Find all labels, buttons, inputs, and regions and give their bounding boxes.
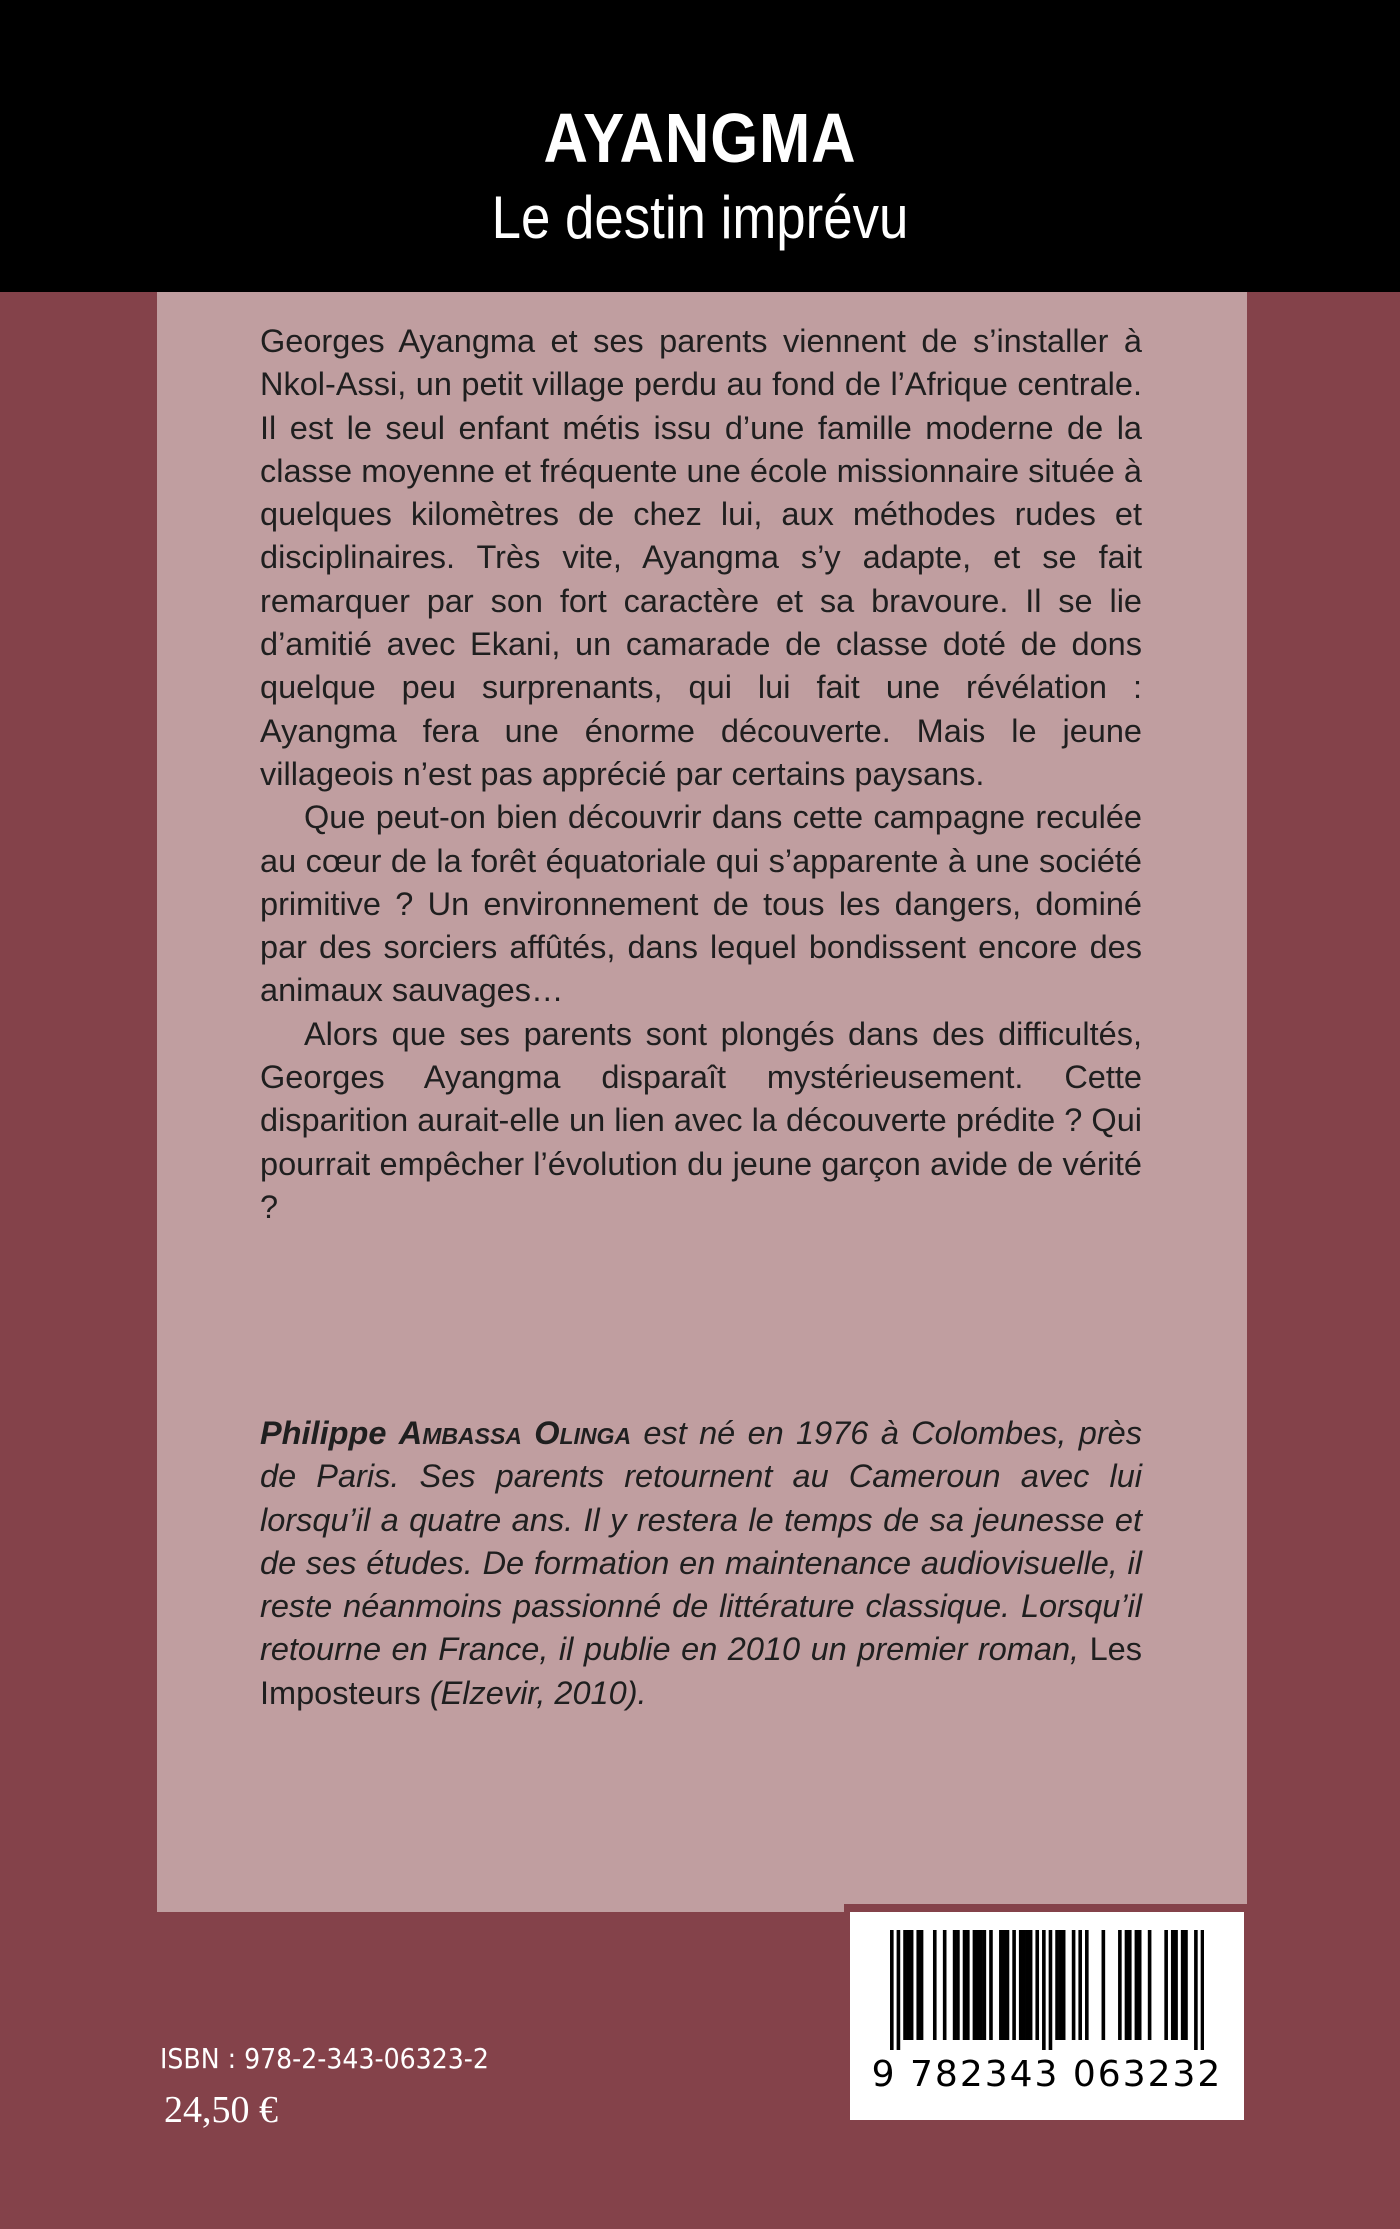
barcode-bar <box>1078 1930 1082 2040</box>
barcode <box>850 1912 1244 2120</box>
barcode-bar <box>953 1930 957 2040</box>
barcode-bars-icon <box>890 1930 1204 2050</box>
barcode-bar <box>1035 1930 1039 2040</box>
barcode-bar <box>956 1930 960 2040</box>
barcode-bar <box>1118 1930 1122 2040</box>
barcode-bar <box>1148 1930 1152 2040</box>
blurb-paragraph: Que peut-on bien découvrir dans cette campagne reculée au cœur de la forêt équatoriale qui s’apparente à une société primitive ? Un environnement de tous les dangers, dominé par des sorciers affûtés, dans lequel bondissent encore des animaux sauvages… <box>260 799 1142 1009</box>
barcode-bar <box>973 1930 977 2040</box>
barcode-bar <box>890 1930 894 2050</box>
barcode-bar <box>999 1930 1003 2040</box>
barcode-bar <box>1019 1930 1023 2040</box>
isbn: ISBN : 978-2-343-06323-2 <box>160 2042 489 2075</box>
barcode-bar <box>1002 1930 1006 2040</box>
barcode-bar <box>916 1930 920 2040</box>
barcode-bar <box>1135 1930 1139 2040</box>
barcode-bar <box>1059 1930 1063 2040</box>
barcode-digits: 9 782343 063232 <box>871 2054 1223 2095</box>
book-title: AYANGMA <box>543 99 857 177</box>
barcode-bar <box>989 1930 993 2040</box>
author-last-name: Ambassa Olinga <box>398 1415 632 1451</box>
barcode-bar <box>1026 1930 1030 2040</box>
barcode-bar <box>1022 1930 1026 2040</box>
barcode-bar <box>1138 1930 1142 2040</box>
text-panel <box>157 292 1247 1912</box>
author-first-name: Philippe <box>260 1415 387 1451</box>
author-bio <box>260 1412 1142 1715</box>
cover-header <box>0 0 1400 292</box>
barcode-bar <box>1042 1930 1046 2050</box>
barcode-bar <box>983 1930 987 2040</box>
barcode-bar <box>1171 1930 1175 2040</box>
barcode-bar <box>1012 1930 1016 2040</box>
barcode-bar <box>1062 1930 1066 2040</box>
barcode-bar <box>920 1930 924 2040</box>
author-book-title: Les Imposteurs <box>260 1631 1142 1711</box>
barcode-bar <box>979 1930 983 2040</box>
barcode-bar <box>1184 1930 1188 2040</box>
barcode-bar <box>963 1930 967 2040</box>
barcode-bar <box>933 1930 937 2040</box>
barcode-bar <box>1072 1930 1076 2040</box>
barcode-bar <box>1102 1930 1106 2040</box>
barcode-bar <box>1125 1930 1129 2040</box>
barcode-bar <box>1201 1930 1204 2050</box>
book-subtitle: Le destin imprévu <box>491 184 909 251</box>
price: 24,50 € <box>164 2089 278 2131</box>
barcode-bar <box>903 1930 907 2040</box>
barcode-bar <box>1181 1930 1185 2040</box>
barcode-bar <box>966 1930 970 2040</box>
barcode-bar <box>943 1930 947 2040</box>
barcode-bar <box>1006 1930 1010 2040</box>
blurb-paragraph: Georges Ayangma et ses parents viennent de s’installer à Nkol-Assi, un petit village perdu au fond de l’Afrique centrale. Il est le seul enfant métis issu d’une famille moderne de la classe moyenne et fréquente une école missionnaire située à quelques kilomètres de chez lui, aux méthodes rudes et disciplinaires. Très vite, Ayangma s’y adapte, et se fait remarquer par son fort caractère et sa bravoure. Il se lie d’amitié avec Ekani, un camarade de classe doté de dons quelque peu surprenants, qui lui fait une révélation : Ayangma fera une énorme découverte. Mais le jeune villageois n’est pas apprécié par certains paysans. <box>260 323 1142 792</box>
barcode-bar <box>1085 1930 1089 2040</box>
barcode-bar <box>1128 1930 1132 2040</box>
barcode-bar <box>1029 1930 1033 2040</box>
barcode-bar <box>1049 1930 1053 2050</box>
blurb-paragraph: Alors que ses parents sont plongés dans des difficultés, Georges Ayangma disparaît mystérieusement. Cette disparition aurait-elle un lien avec la découverte prédite ? Qui pourrait empêcher l’évolution du jeune garçon avide de vérité ? <box>260 1015 1142 1225</box>
book-blurb <box>260 320 1142 1229</box>
author-bio-text: est né en 1976 à Colombes, près de Paris. Ses parents retournent au Cameroun avec lui lorsqu’il a quatre ans. Il y restera le temps de sa jeunesse et de ses études. De formation en maintenance audiovisuelle, il reste néanmoins passionné de littérature classique. Lorsqu’il retourne en France, il publie en 2010 un premier roman, <box>260 1415 1143 1668</box>
barcode-bar <box>976 1930 980 2040</box>
barcode-bar <box>910 1930 914 2040</box>
author-bio-end: (Elzevir, 2010). <box>420 1674 647 1711</box>
barcode-bar <box>1194 1930 1198 2050</box>
barcode-bar <box>1164 1930 1168 2040</box>
barcode-bar <box>1174 1930 1178 2040</box>
barcode-bar <box>907 1930 911 2040</box>
barcode-bar <box>897 1930 901 2050</box>
barcode-bar <box>1055 1930 1059 2040</box>
